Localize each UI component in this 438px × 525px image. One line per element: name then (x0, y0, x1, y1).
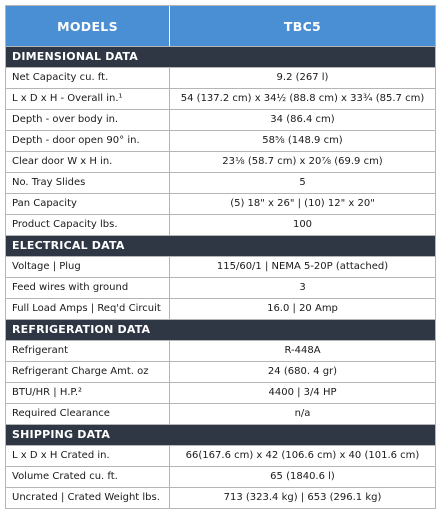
row-label: Feed wires with ground (6, 278, 170, 298)
row-value: 3 (299, 282, 306, 293)
table-row (6, 67, 435, 88)
section-header: ELECTRICAL DATA (6, 235, 435, 256)
table-row (6, 487, 435, 508)
table-row (6, 151, 435, 172)
row-label: L x D x H Crated in. (6, 446, 170, 466)
table-row (6, 466, 435, 487)
table-body (6, 46, 435, 508)
row-value: 58⅝ (148.9 cm) (262, 135, 343, 146)
row-label: BTU/HR | H.P.² (6, 383, 170, 403)
section-header: DIMENSIONAL DATA (6, 46, 435, 67)
row-label: Depth - door open 90° in. (6, 131, 170, 151)
section-header: REFRIGERATION DATA (6, 319, 435, 340)
row-label: Volume Crated cu. ft. (6, 467, 170, 487)
table-row (6, 88, 435, 109)
row-value: 23⅛ (58.7 cm) x 20⅞ (69.9 cm) (222, 156, 383, 167)
row-label: Product Capacity lbs. (6, 215, 170, 235)
table-row (6, 361, 435, 382)
row-label: Voltage | Plug (6, 257, 170, 277)
row-label: Depth - over body in. (6, 110, 170, 130)
table-row (6, 193, 435, 214)
row-label: Clear door W x H in. (6, 152, 170, 172)
row-value: 24 (680. 4 gr) (267, 366, 338, 377)
table-row (6, 298, 435, 319)
table-row (6, 109, 435, 130)
row-value: 54 (137.2 cm) x 34½ (88.8 cm) x 33¾ (85.7 cm) (180, 93, 425, 104)
table-row (6, 256, 435, 277)
table-row (6, 403, 435, 424)
row-label: Uncrated | Crated Weight lbs. (6, 488, 170, 508)
row-label: L x D x H - Overall in.¹ (6, 89, 170, 109)
table-row (6, 277, 435, 298)
row-value: 115/60/1 | NEMA 5-20P (attached) (216, 261, 389, 272)
table-row (6, 445, 435, 466)
row-label: Pan Capacity (6, 194, 170, 214)
table-row (6, 172, 435, 193)
model-name-header: TBC5 (170, 6, 435, 46)
table-header (6, 6, 435, 46)
row-value: (5) 18" x 26" | (10) 12" x 20" (230, 198, 375, 209)
row-value: n/a (294, 408, 311, 419)
row-value: 5 (299, 177, 306, 188)
row-label: Required Clearance (6, 404, 170, 424)
spec-table (5, 5, 436, 509)
row-value: 16.0 | 20 Amp (267, 303, 338, 314)
row-value: 65 (1840.6 l) (270, 471, 335, 482)
row-value: 100 (292, 219, 313, 230)
row-label: Full Load Amps | Req'd Circuit (6, 299, 170, 319)
row-label: No. Tray Slides (6, 173, 170, 193)
models-header: MODELS (6, 6, 170, 46)
row-label: Refrigerant Charge Amt. oz (6, 362, 170, 382)
row-value: 9.2 (267 l) (276, 72, 329, 83)
table-row (6, 130, 435, 151)
row-value: R-448A (284, 345, 321, 356)
section-header: SHIPPING DATA (6, 424, 435, 445)
table-row (6, 214, 435, 235)
row-label: Refrigerant (6, 341, 170, 361)
table-row (6, 340, 435, 361)
row-value: 4400 | 3/4 HP (268, 387, 337, 398)
table-row (6, 382, 435, 403)
row-label: Net Capacity cu. ft. (6, 68, 170, 88)
row-value: 34 (86.4 cm) (270, 114, 335, 125)
row-value: 66(167.6 cm) x 42 (106.6 cm) x 40 (101.6 cm) (185, 450, 420, 461)
row-value: 713 (323.4 kg) | 653 (296.1 kg) (223, 492, 382, 503)
